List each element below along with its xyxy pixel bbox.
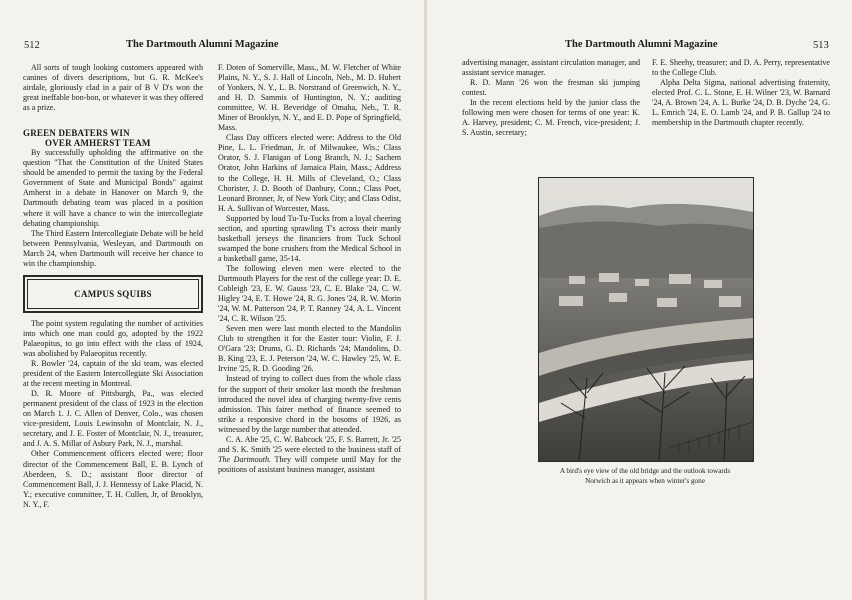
bridge-photograph [538,177,754,462]
body-paragraph: R. D. Mann '26 won the fresman ski jumping contest. [462,78,640,98]
caption-line: A bird's eye view of the old bridge and the outlook towards [559,467,731,475]
left-column-1 [23,63,203,510]
squib-paragraph: R. Bowler '24, captain of the ski team, was elected president of the Eastern Intercollegiate Ski Association at the recent meeting in Montreal. [23,359,203,389]
campus-squibs-box [23,275,203,313]
running-head: The Dartmouth Alumni Magazine [126,39,279,50]
body-paragraph: F. Doten of Somerville, Mass., M. W. Fletcher of White Plains, N. Y., S. J. Hall of Lincoln, Neb., M. D. Hubert of Yonkers, N. Y., L. B. Norstrand of Greenwich, N. Y., and H. D. Sammis of Huntington, N. Y.; auditing committee, W. H. Beveridge of Omaha, Neb., T. R. Miner of Brooklyn, N. Y., and E. D. Pope of Springfield, Mass. [218,63,401,133]
squib-paragraph: D. R. Moore of Pittsburgh, Pa., was elected permanent president of the class of 1923 in the election on March 1. J. C. Allen of Denver, Colo., was chosen vice-president, Louis Lewinsohn of Montclair, N. J., secretary, and J. E. Foster of Montclair, N. J., treasurer, and J. A. S. Millar of Asbury Park, N. J., marshal. [23,389,203,449]
body-paragraph: Supported by loud Tu-Tu-Tucks from a loyal cheering section, and sporting sprawling T's across their manly basketball jerseys the financiers from Tuck School swamped the bone crushers from the Medical School in a basketball game, 35-14. [218,213,401,263]
squib-paragraph: Other Commencement officers elected were; floor director of the Commencement Ball, E. B. Lynch of Aberdeen, S. D.; assistant floor director of Commencement Ball, J. J. Hennessy of Lake Placid, N. Y.; executive committee, T. H. Cullen, Jr, of Brooklyn, N. Y., F. [23,449,203,509]
paragraph-text: They will compete until May for the positions of assistant business manager, assistant [218,454,401,474]
page-number: 513 [813,40,829,51]
campus-squibs-heading: CAMPUS SQUIBS [27,279,199,309]
body-paragraph: Class Day officers elected were: Address to the Old Pine, L. L. Friedman, Jr. of Milwaukee, Wis.; Class Orator, S. J. Flanigan of Long Branch, N. J.; Sachem Orator, John Harkins of Jamaica Plain, Mass.; Address to the College, H. H. Mills of Cleveland, O.; Class Chorister, J. D. Booth of Danbury, Conn.; Class Poet, Leonard Bronner, Jr, of New York City; and Class Odist, H. A. Sullivan of Worcester, Mass. [218,133,401,213]
body-paragraph: The following eleven men were elected to the Dartmouth Players for the rest of the college year: D. E. Cobleigh '23, E. W. Gauss '23, C. E. Blake '24, C. W. Higley '24, E. T. Howe '24, R. G. Jones '24, R. W. Morin '24, W. M. Patterson '24, P. T. Ranney '24, A. L. Vincent '24, C. R. Wilson '25. [218,263,401,324]
body-paragraph [218,435,401,475]
paragraph-text: C. A. Abe '25, C. W. Babcock '25, F. S. Barrett, Jr. '25 and S. K. Smith '25 were elected to the business staff of [218,434,401,454]
photo-illustration [539,178,753,461]
publication-title: The Dartmouth. [218,454,271,464]
body-paragraph: Instead of trying to collect dues from the whole class for the support of their smoker last month the freshman introduced the novel idea of charging twenty-five cents admission. This fairer method of finance seemed to strike a responsive chord in the bosoms of 1926, as witnessed by the large number that attended. [218,374,401,434]
squib-paragraph: The point system regulating the number of activities into which one man could go, adopted by the 1922 Palaeopitus, to go into effect with the class of 1924, was abolished by Palaeopitus recently. [23,318,203,358]
debate-heading-line-2: OVER AMHERST TEAM [45,138,151,149]
left-column-2 [218,63,401,475]
body-paragraph: Alpha Delta Sigma, national advertising fraternity, elected Prof. C. L. Stone, E. H. Wilner '23, W. Barnard '24, A. Brown '24, A. L. Burke '24, D. B. Dyche '24, G. L. Emrich '24, E. O. Lamb '24, and P. B. Gallup '24 to membership in the Dartmouth chapter recently. [652,78,830,128]
running-head: The Dartmouth Alumni Magazine [565,39,718,50]
body-paragraph: F. E. Sheehy, treasurer; and D. A. Perry, representative to the College Club. [652,58,830,78]
body-paragraph: Seven men were last month elected to the Mandolin Club to strengthen it for the Easter tour: Violin, F. J. O'Gara '23; Drums, G. D. Richards '24; Mandolins, D. B. King '23, E. J. Peterson '24, W. C. Hawley '25, W. E. Irvine '25, R. D. Gooding '26. [218,324,401,374]
photo-caption [537,467,753,486]
right-column-1 [462,58,640,138]
body-paragraph: In the recent elections held by the junior class the following men were chosen for terms of one year: K. A. Harvey, president; C. M. French, vice-president; J. S. Austin, secretary; [462,98,640,138]
debate-paragraph: By successfully upholding the affirmative on the question "That the Constitution of the United States should be amended to permit the taxing by the Federal Government of State and Municipal Bonds" against Amherst in a debate in Hanover on March 9, the Dartmouth debating team was placed in a position where it will have a chance to win the intercollegiate debating championship. [23,148,203,228]
debate-heading-line-1: GREEN DEBATERS WIN [23,128,130,139]
intro-paragraph: All sorts of tough looking customers appeared with canines of divers descriptions, but G. R. McKee's airdale, gloriously clad in a pair of B V D's won the great ineffable bon-bon, or whatever it was they offered as a prize. [23,63,203,113]
caption-line: Norwich as it appears when winter's gone [585,476,705,485]
debate-paragraph: The Third Eastern Intercollegiate Debate will be held between Pennsylvania, Wesleyan, and Dartmouth on March 24, when Dartmouth will receive her chance to win the championship. [23,228,203,268]
body-paragraph: advertising manager, assistant circulation manager, and assistant service manager. [462,58,640,78]
page-number: 512 [24,40,40,51]
right-column-2 [652,58,830,128]
